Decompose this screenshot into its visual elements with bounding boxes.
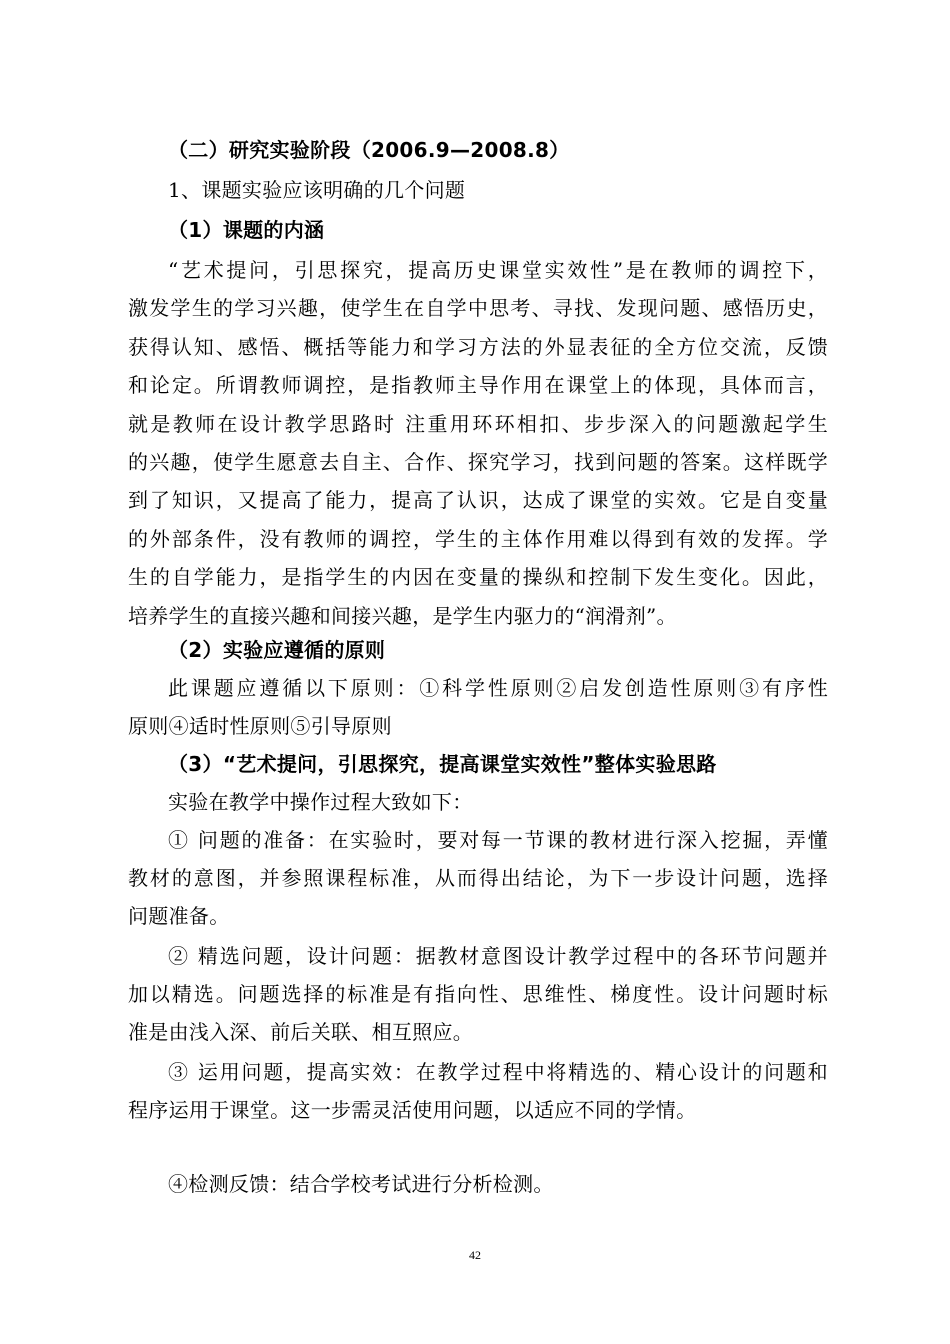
paragraph-line: 实验在教学中操作过程大致如下： xyxy=(168,790,473,814)
paragraph-line: 激发学生的学习兴趣，使学生在自学中思考、寻找、发现问题、感悟历史， xyxy=(128,296,828,321)
stage-heading: （二）研究实验阶段（2006.9—2008.8） xyxy=(168,138,570,162)
paragraph-line: 获得认知、感悟、概括等能力和学习方法的外显表征的全方位交流，反馈 xyxy=(128,334,828,359)
step-3-line: ③ 运用问题，提高实效：在教学过程中将精选的、精心设计的问题和 xyxy=(168,1060,828,1084)
page-number: 42 xyxy=(469,1248,481,1262)
paragraph-line: 生的自学能力，是指学生的内因在变量的操纵和控制下发生变化。因此， xyxy=(128,565,828,590)
step-2-line: 准是由浅入深、前后关联、相互照应。 xyxy=(128,1020,474,1044)
paragraph-line: 的外部条件，没有教师的调控，学生的主体作用难以得到有效的发挥。学 xyxy=(128,526,828,551)
paragraph-line: 的兴趣，使学生愿意去自主、合作、探究学习，找到问题的答案。这样既学 xyxy=(128,450,828,474)
paragraph-line: 培养学生的直接兴趣和间接兴趣，是学生内驱力的“润滑剂”。 xyxy=(128,603,677,628)
subsection-1-title: （1）课题的内涵 xyxy=(168,218,325,242)
subsection-2-title: （2）实验应遵循的原则 xyxy=(168,638,386,662)
paragraph-line: 到了知识，又提高了能力，提高了认识，达成了课堂的实效。它是自变量 xyxy=(128,488,828,513)
step-1-line: 教材的意图，并参照课程标准，从而得出结论，为下一步设计问题，选择 xyxy=(128,866,828,890)
step-1-line: 问题准备。 xyxy=(128,904,230,928)
step-3-line: 程序运用于课堂。这一步需灵活使用问题，以适应不同的学情。 xyxy=(128,1098,697,1122)
paragraph-line: 和论定。所谓教师调控，是指教师主导作用在课堂上的体现，具体而言， xyxy=(128,373,828,398)
paragraph-line: 就是教师在设计教学思路时 注重用环环相扣、步步深入的问题激起学生 xyxy=(128,411,828,436)
subsection-3-title: （3）“艺术提问，引思探究，提高课堂实效性”整体实验思路 xyxy=(168,752,717,776)
step-2-line: 加以精选。问题选择的标准是有指向性、思维性、梯度性。设计问题时标 xyxy=(128,982,828,1006)
step-4-line: ④检测反馈：结合学校考试进行分析检测。 xyxy=(168,1172,554,1196)
paragraph-line: 此课题应遵循以下原则：①科学性原则②启发创造性原则③有序性 xyxy=(168,676,828,700)
paragraph-line: “艺术提问，引思探究，提高历史课堂实效性”是在教师的调控下， xyxy=(168,258,828,282)
section-1-title: 1、课题实验应该明确的几个问题 xyxy=(168,178,466,202)
step-1-line: ① 问题的准备：在实验时，要对每一节课的教材进行深入挖掘，弄懂 xyxy=(168,828,828,852)
step-2-line: ② 精选问题，设计问题：据教材意图设计教学过程中的各环节问题并 xyxy=(168,944,828,968)
paragraph-line: 原则④适时性原则⑤引导原则 xyxy=(128,714,392,738)
